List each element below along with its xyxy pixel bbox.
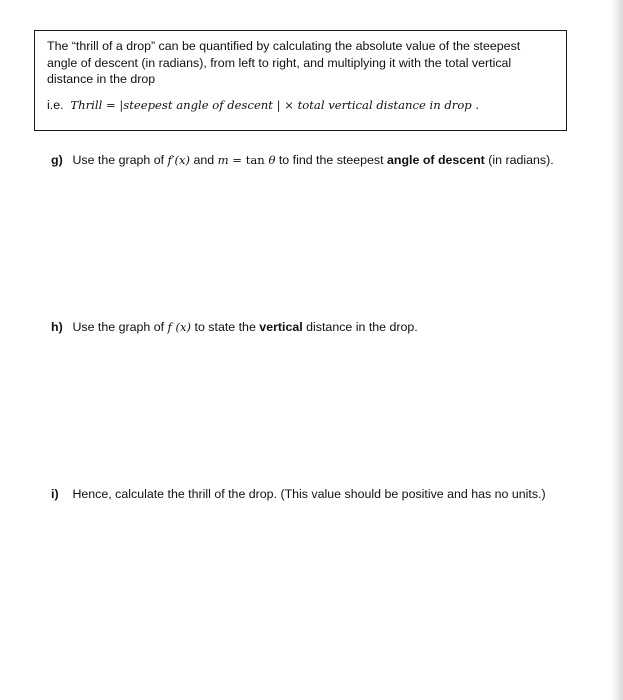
question-g-text-2: and [190,153,218,167]
question-h-text-3: distance in the drop. [302,320,418,334]
formula-close-bar: | [272,98,281,112]
question-g-fprime-arg: (x) [174,153,191,167]
thrill-definition-text: The “thrill of a drop” can be quantified by calculating the absolute value of the steepest angle of descent (in radians), from left to right, and multiplying it with the total vertical distance in the drop [47,39,521,86]
formula-distance-term: total vertical distance in drop [297,98,472,112]
question-h-label: h) [51,320,63,334]
formula-times: × [280,98,298,112]
question-g-label: g) [51,153,63,167]
page-edge-shadow [611,0,623,700]
question-h-bold: vertical [259,320,303,334]
formula-lhs: Thrill [70,98,103,112]
question-g [51,152,554,168]
formula-open-bar: | [119,98,124,112]
question-h-text-1: Use the graph of [72,320,168,334]
question-i [51,486,546,502]
formula-equals: = [102,98,120,112]
question-g-bold: angle of descent [387,153,485,167]
question-h [51,319,418,335]
question-g-tan: tan [245,153,269,167]
question-g-text-1: Use the graph of [72,153,168,167]
question-g-text-4: (in radians). [484,153,554,167]
question-g-equals: = [228,153,246,167]
thrill-definition-box [34,30,567,131]
question-h-text-2: to state the [191,320,260,334]
formula-angle-term: steepest angle of descent [123,98,273,112]
question-g-theta: θ [268,153,276,167]
formula-end: . [471,98,480,112]
thrill-formula [47,97,479,113]
question-h-f-arg: (x) [171,320,192,334]
ie-prefix: i.e. [47,98,64,112]
question-i-label: i) [51,487,59,501]
question-i-text: Hence, calculate the thrill of the drop. (This value should be positive and has no units.) [72,487,546,501]
question-g-m-var: m [217,153,229,167]
question-g-text-3: to find the steepest [275,153,388,167]
question-h-f: f [167,320,172,334]
question-g-prime-mark: ′ [171,153,175,167]
question-g-fprime: f [167,153,172,167]
